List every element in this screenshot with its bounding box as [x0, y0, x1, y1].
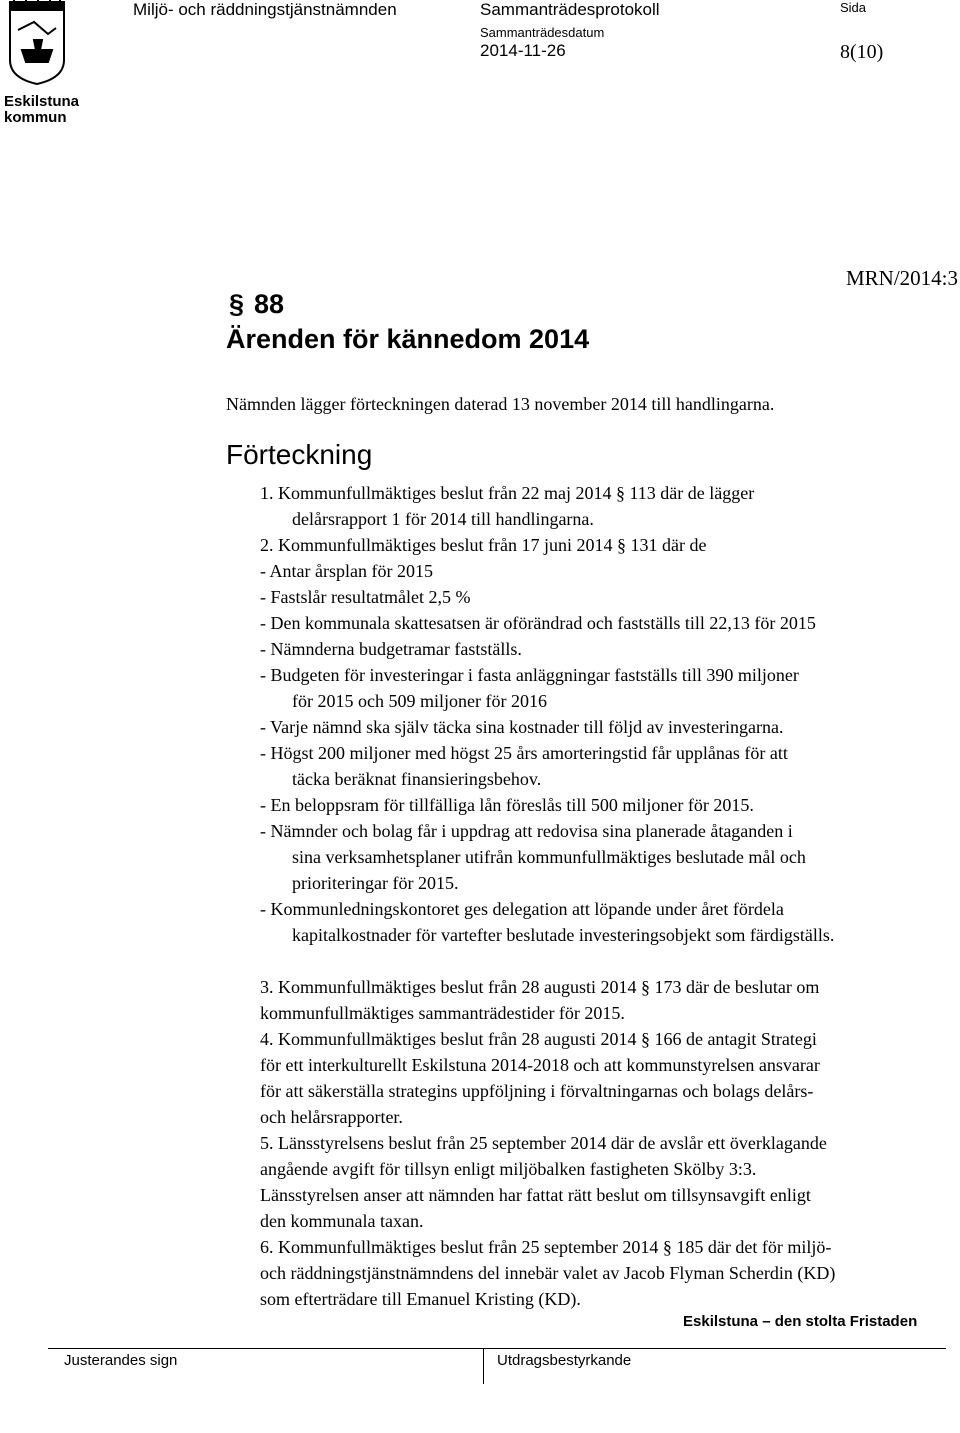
- list-line: prioriteringar för 2015.: [292, 873, 459, 893]
- signature-field-label: Justerandes sign: [64, 1352, 178, 1369]
- list-line: - En beloppsram för tillfälliga lån föreslås till 500 miljoner för 2015.: [260, 795, 754, 815]
- list-line: delårsrapport 1 för 2014 till handlingarna.: [292, 509, 594, 529]
- list-line: - Nämnder och bolag får i uppdrag att redovisa sina planerade åtaganden i: [260, 821, 793, 841]
- section-number: [229, 289, 284, 320]
- list-line: - Fastslår resultatmålet 2,5 %: [260, 587, 471, 607]
- list-line: den kommunala taxan.: [260, 1211, 424, 1231]
- list-line: - Nämnderna budgetramar fastställs.: [260, 639, 522, 659]
- page-number: 8(10): [840, 41, 884, 63]
- list-line: Länsstyrelsen anser att nämnden har fattat rätt beslut om tillsynsavgift enligt: [260, 1185, 811, 1205]
- list-line: angående avgift för tillsyn enligt miljöbalken fastigheten Skölby 3:3.: [260, 1159, 757, 1179]
- list-line: 5. Länsstyrelsens beslut från 25 september 2014 där de avslår ett överklagande: [260, 1133, 827, 1153]
- document-type: Sammanträdesprotokoll: [480, 0, 660, 19]
- list-line: för 2015 och 509 miljoner för 2016: [292, 691, 547, 711]
- list-line: kapitalkostnader för vartefter beslutade investeringsobjekt som färdigställs.: [292, 925, 835, 945]
- list-line: 3. Kommunfullmäktiges beslut från 28 augusti 2014 § 173 där de beslutar om: [260, 977, 820, 997]
- decision-text: Nämnden lägger förteckningen daterad 13 november 2014 till handlingarna.: [226, 394, 775, 414]
- organization-name: Miljö- och räddningstjänstnämnden: [133, 0, 397, 19]
- list-line: - Varje nämnd ska själv täcka sina kostnader till följd av investeringarna.: [260, 717, 784, 737]
- list-line: och helårsrapporter.: [260, 1107, 403, 1127]
- footer-column-divider: [483, 1348, 484, 1384]
- meeting-date: 2014-11-26: [480, 41, 566, 60]
- date-label: Sammanträdesdatum: [480, 25, 605, 40]
- list-line: täcka beräknat finansieringsbehov.: [292, 769, 542, 789]
- list-heading: Förteckning: [226, 439, 373, 470]
- list-line: - Budgeten för investeringar i fasta anläggningar fastställs till 390 miljoner: [260, 665, 799, 685]
- list-line: för ett interkulturellt Eskilstuna 2014-2018 och att kommunstyrelsen ansvarar: [260, 1055, 820, 1075]
- list-line: - Antar årsplan för 2015: [260, 561, 433, 581]
- section-number-value: 88: [254, 289, 285, 319]
- list-line: och räddningstjänstnämndens del innebär valet av Jacob Flyman Scherdin (KD): [260, 1263, 836, 1283]
- list-line: 4. Kommunfullmäktiges beslut från 28 augusti 2014 § 166 de antagit Strategi: [260, 1029, 817, 1049]
- section-symbol: §: [229, 289, 245, 319]
- list-line: kommunfullmäktiges sammanträdestider för 2015.: [260, 1003, 625, 1023]
- list-line: 2. Kommunfullmäktiges beslut från 17 juni 2014 § 131 där de: [260, 535, 707, 555]
- page-label: Sida: [840, 0, 867, 15]
- svg-text:kommun: kommun: [4, 109, 67, 126]
- list-line: - Den kommunala skattesatsen är oförändrad och fastställs till 22,13 för 2015: [260, 613, 816, 633]
- list-line: sina verksamhetsplaner utifrån kommunfullmäktiges beslutade mål och: [292, 847, 806, 867]
- case-reference: MRN/2014:3: [845, 266, 958, 290]
- svg-text:Eskilstuna: Eskilstuna: [4, 93, 80, 110]
- list-line: 1. Kommunfullmäktiges beslut från 22 maj 2014 § 113 där de lägger: [260, 483, 755, 503]
- municipality-logo: [4, 0, 80, 126]
- list-line: - Högst 200 miljoner med högst 25 års amorteringstid får upplånas för att: [260, 743, 788, 763]
- footer-divider: [48, 1348, 946, 1349]
- footer-motto: Eskilstuna – den stolta Fristaden: [683, 1313, 918, 1330]
- extract-certification-label: Utdragsbestyrkande: [497, 1352, 632, 1369]
- section-title: Ärenden för kännedom 2014: [226, 324, 590, 354]
- list-line: för att säkerställa strategins uppföljning i förvaltningarnas och bolags delårs-: [260, 1081, 814, 1101]
- list-line: - Kommunledningskontoret ges delegation att löpande under året fördela: [260, 899, 784, 919]
- list-line: som efterträdare till Emanuel Kristing (KD).: [260, 1289, 581, 1309]
- list-line: 6. Kommunfullmäktiges beslut från 25 september 2014 § 185 där det för miljö-: [260, 1237, 832, 1257]
